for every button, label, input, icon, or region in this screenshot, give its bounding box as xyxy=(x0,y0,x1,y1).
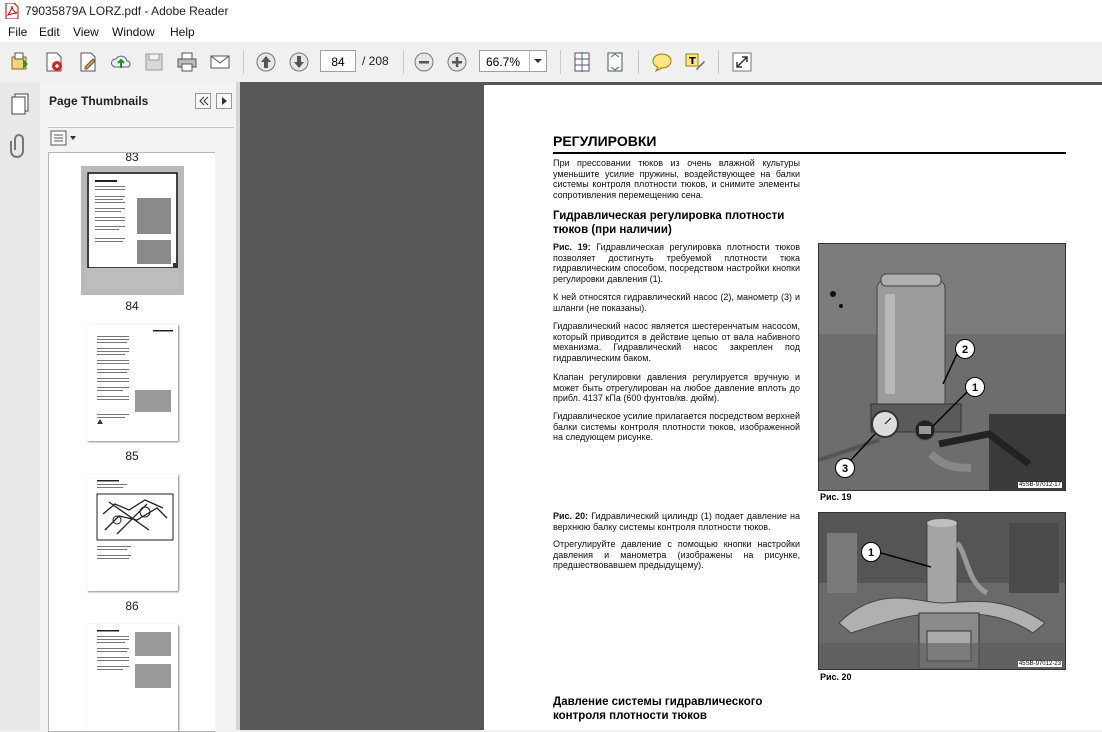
figure-20-caption: Рис. 20 xyxy=(820,672,852,682)
paragraph-adjust: Отрегулируйте давление с помощью кнопки настройки давления и манометра (изображены на рисунке, предшествовавшем предыдущему). xyxy=(553,539,800,570)
figure-19-leader-lines xyxy=(819,244,1065,490)
zoom-level-select[interactable] xyxy=(479,50,547,72)
paragraph-fig20-text: Гидравлический цилиндр (1) подает давление на верхнюю балку системы контроля плотности тюков. xyxy=(553,511,800,532)
next-page-icon[interactable] xyxy=(288,51,310,73)
email-icon[interactable] xyxy=(209,51,231,73)
figure-19-callout: 2 xyxy=(955,339,975,359)
figure-20-photo xyxy=(818,512,1066,670)
zoom-in-icon[interactable] xyxy=(446,51,468,73)
window-title: 79035879A LORZ.pdf - Adobe Reader xyxy=(25,4,229,18)
paragraph-fig20 xyxy=(553,511,800,532)
section-heading-hydraulic-density: Гидравлическая регулировка плотности тюков (при наличии) xyxy=(553,210,785,236)
fig20-reference: Рис. 20: xyxy=(553,511,589,521)
page-thumbnails-icon[interactable] xyxy=(9,92,31,116)
panel-forward-icon[interactable] xyxy=(216,93,232,109)
figure-19-photo xyxy=(818,243,1066,491)
page-thumbnails-panel xyxy=(40,82,237,730)
paragraph-fig19-text: Гидравлическая регулировка плотности тюков позволяет достигнуть требуемой плотности тюка гидравлическим способом, посредством настройки кнопки регулировки давления (1). xyxy=(553,242,800,284)
comment-icon[interactable] xyxy=(651,51,673,73)
menu-file[interactable]: File xyxy=(8,25,28,39)
thumbnail-options-icon[interactable] xyxy=(50,130,78,146)
paragraph-valve: Клапан регулировки давления регулируется вручную и может быть отрегулирован на любое давление вплоть до прибл. 4137 кПа (600 фунтов/кв. дюйм). xyxy=(553,372,800,403)
page-heading: РЕГУЛИРОВКИ xyxy=(553,133,657,149)
figure-19-callout: 1 xyxy=(965,377,985,397)
fig19-reference: Рис. 19: xyxy=(553,242,591,252)
document-viewer[interactable] xyxy=(240,82,1102,730)
thumbnail-page-84[interactable] xyxy=(87,172,178,289)
figure-20-callout: 1 xyxy=(861,542,881,562)
toolbar xyxy=(0,42,1102,83)
intro-paragraph: При прессовании тюков из очень влажной культуры уменьшите усилие пружины, воздействующее на балки системы контроля плотности тюков, и снимите элементы сопротивления перемещению сена. xyxy=(553,158,800,200)
figure-20-code: 45SB-97012-23 xyxy=(1018,661,1061,667)
thumbnail-page-86-preview xyxy=(87,474,178,591)
thumbnail-page-87-preview xyxy=(87,624,178,732)
title-bar xyxy=(0,0,1102,22)
scrolling-mode-icon[interactable] xyxy=(571,51,593,73)
thumbnail-page-label: 83 xyxy=(125,152,139,164)
figure-19-code: 45SB-97012-17 xyxy=(1018,482,1061,488)
total-pages: / 208 xyxy=(362,54,389,68)
paragraph-pump: Гидравлический насос является шестеренчатым насосом, который приводится в действие цепью от вала набивного механизма. Гидравлический насос закреплен под гидравлическим баком. xyxy=(553,321,800,363)
save-icon[interactable] xyxy=(143,51,165,73)
previous-page-icon[interactable] xyxy=(255,51,277,73)
toolbar-separator xyxy=(718,50,719,74)
menu-view[interactable]: View xyxy=(73,25,99,39)
toolbar-separator xyxy=(243,50,244,74)
thumbnail-page-85[interactable] xyxy=(87,324,178,441)
menu-help[interactable]: Help xyxy=(170,25,195,39)
chevron-down-icon xyxy=(530,51,546,71)
collapse-left-icon[interactable] xyxy=(195,93,211,109)
panel-title: Page Thumbnails xyxy=(49,94,149,108)
upload-cloud-icon[interactable] xyxy=(110,51,132,73)
zoom-level-value: 66.7% xyxy=(486,55,521,69)
svg-text:T: T xyxy=(689,56,696,67)
navigation-pane-strip xyxy=(0,82,41,730)
paragraph-force: Гидравлическое усилие прилагается посредством верхней балки системы контроля плотности тюков, изображенной на следующем рисунке. xyxy=(553,411,800,442)
section-heading-system-pressure: Давление системы гидравлического контроля плотности тюков xyxy=(553,696,763,722)
toolbar-separator xyxy=(638,50,639,74)
open-file-icon[interactable] xyxy=(9,51,31,73)
thumbnail-page-84-preview xyxy=(87,172,178,289)
menu-bar xyxy=(0,22,1102,42)
pdf-file-icon xyxy=(5,3,19,19)
thumbnail-page-label: 86 xyxy=(125,599,139,613)
paragraph-components: К ней относятся гидравлический насос (2), манометр (3) и шланги (не показаны). xyxy=(553,292,800,313)
figure-20-leader-line xyxy=(819,513,1065,669)
attachments-paperclip-icon[interactable] xyxy=(8,132,30,158)
thumbnail-page-86[interactable] xyxy=(87,474,178,591)
toolbar-separator xyxy=(560,50,561,74)
create-pdf-icon[interactable] xyxy=(43,51,65,73)
thumbnail-page-label: 85 xyxy=(125,449,139,463)
thumbnail-page-label: 84 xyxy=(125,299,139,313)
expand-icon[interactable] xyxy=(731,51,753,73)
edit-document-icon[interactable] xyxy=(77,51,99,73)
menu-edit[interactable]: Edit xyxy=(39,25,60,39)
highlight-text-icon[interactable] xyxy=(684,51,706,73)
figure-19-callout: 3 xyxy=(835,458,855,478)
thumbnail-page-87[interactable] xyxy=(87,624,178,732)
thumbnail-list[interactable] xyxy=(48,152,215,732)
thumbnail-page-85-preview xyxy=(87,324,178,441)
panel-divider xyxy=(48,127,234,128)
zoom-out-icon[interactable] xyxy=(413,51,435,73)
fit-page-icon[interactable] xyxy=(604,51,626,73)
heading-rule xyxy=(553,152,1066,154)
page-number-input[interactable]: 84 xyxy=(320,50,356,72)
menu-window[interactable]: Window xyxy=(112,25,155,39)
paragraph-fig19 xyxy=(553,242,800,284)
figure-19-caption: Рис. 19 xyxy=(820,492,852,502)
toolbar-separator xyxy=(403,50,404,74)
zoom-dropdown-button[interactable] xyxy=(529,51,546,71)
document-page xyxy=(484,85,1102,730)
print-icon[interactable] xyxy=(176,51,198,73)
